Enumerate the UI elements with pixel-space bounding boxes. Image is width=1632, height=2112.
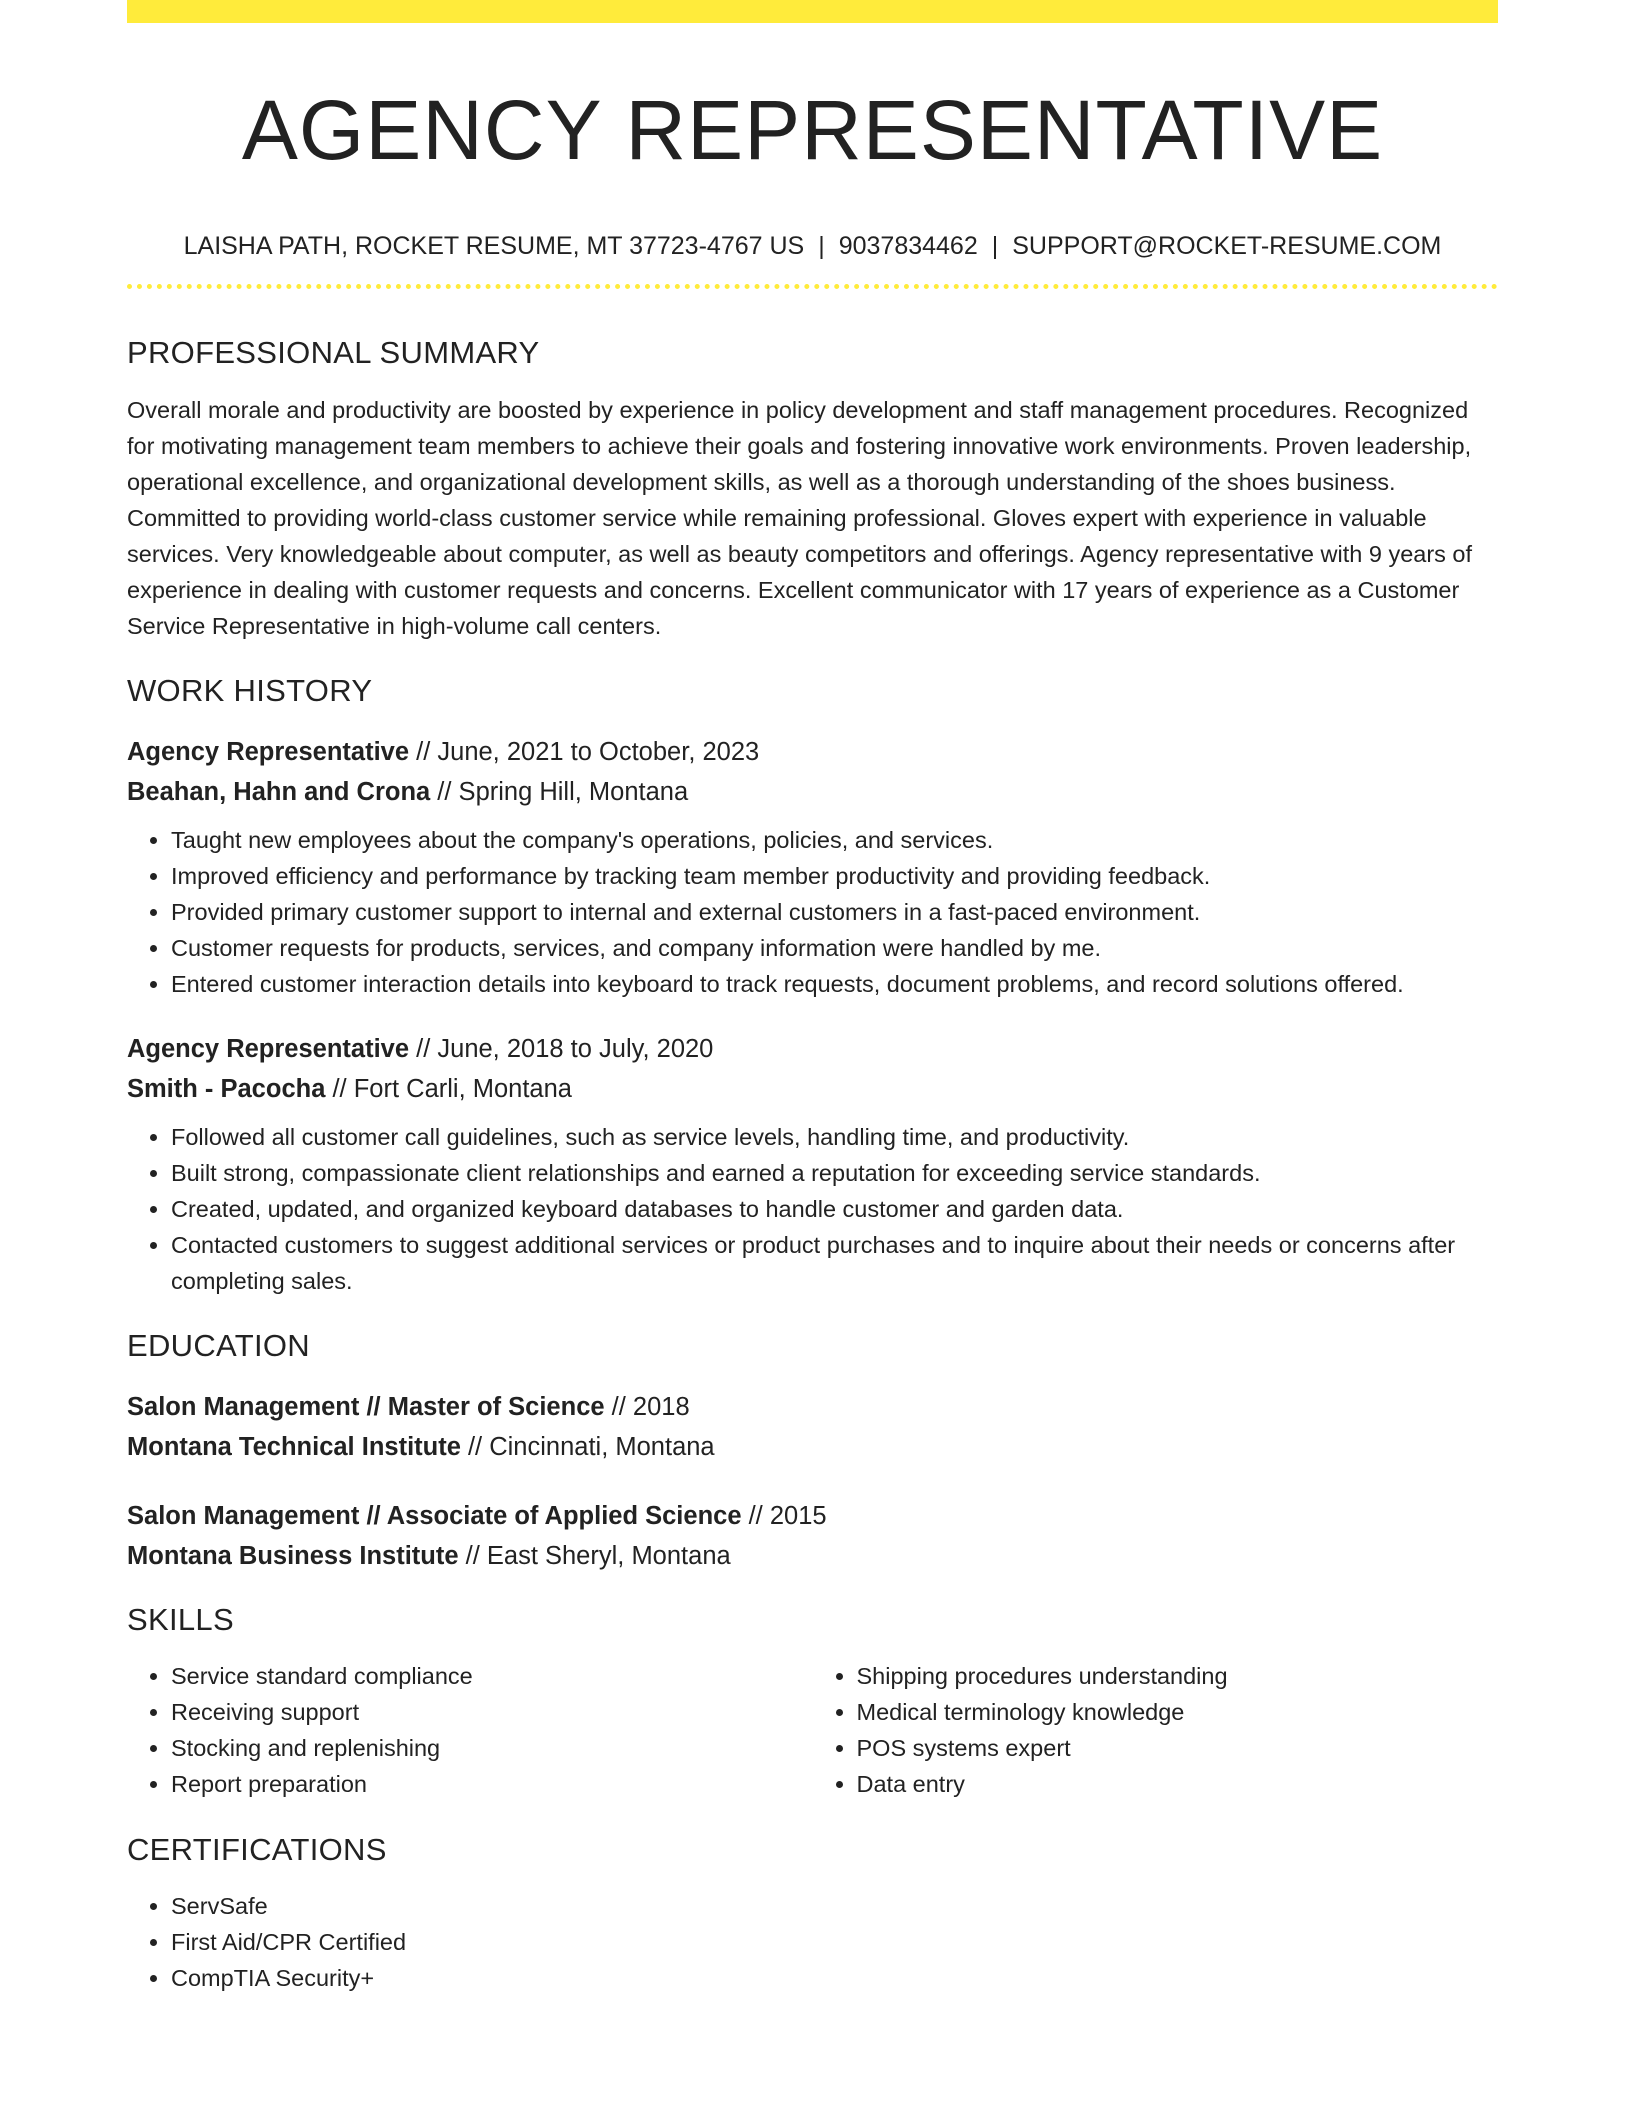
summary-text: Overall morale and productivity are boosted by experience in policy development and staff management procedures. Recognized for motivating management team members to achieve their goals and fostering innovative work environments. Proven leadership, operational excellence, and organizational development skills, as well as a thorough understanding of the shoes business. Committed to providing world-class customer service while remaining professional. Gloves expert with experience in valuable services. Very knowledgeable about computer, as well as beauty competitors and offerings. Agency representative with 9 years of experience in dealing with customer requests and concerns. Excellent communicator with 17 years of experience as a Customer Service Representative in high-volume call centers. <box>127 397 1473 639</box>
resume-content <box>127 0 1498 1996</box>
list-item: • ServSafe <box>171 1888 1498 1924</box>
list-item: • Service standard compliance <box>171 1658 813 1694</box>
list-item: • Stocking and replenishing <box>171 1730 813 1766</box>
list-item: • Created, updated, and organized keyboard databases to handle customer and garden data. <box>171 1191 1498 1227</box>
contact-separator: | <box>818 232 825 260</box>
job-role-line <box>127 732 1498 772</box>
list-item: • Shipping procedures understanding <box>857 1658 1499 1694</box>
job-company-line <box>127 1069 1498 1109</box>
list-item: • Medical terminology knowledge <box>857 1694 1499 1730</box>
job-entry <box>127 1029 1498 1299</box>
education-year: // 2018 <box>604 1393 690 1421</box>
contact-phone: 9037834462 <box>838 232 978 260</box>
job-role: Agency Representative <box>127 738 410 766</box>
education-degree-line <box>127 1387 1498 1427</box>
list-item: • Entered customer interaction details into keyboard to track requests, document problems, and record solutions offered. <box>171 966 1498 1002</box>
job-company-line <box>127 772 1498 812</box>
list-item: • Data entry <box>857 1766 1499 1802</box>
job-entry <box>127 732 1498 1002</box>
education-school-line <box>127 1536 1498 1576</box>
education-degree: Salon Management // Associate of Applied Science <box>127 1502 742 1530</box>
job-location: // Spring Hill, Montana <box>430 778 689 806</box>
education-location: // East Sheryl, Montana <box>458 1542 731 1570</box>
job-location: // Fort Carli, Montana <box>325 1075 572 1103</box>
contact-address: LAISHA PATH, ROCKET RESUME, MT 37723-4767 US <box>183 232 805 260</box>
job-company: Smith - Pacocha <box>127 1075 326 1103</box>
resume-title: AGENCY REPRESENTATIVE <box>241 83 1384 177</box>
education-location: // Cincinnati, Montana <box>460 1433 715 1461</box>
job-role: Agency Representative <box>127 1035 410 1063</box>
education-degree-line <box>127 1496 1498 1536</box>
list-item: • Report preparation <box>171 1766 813 1802</box>
education-school: Montana Business Institute <box>127 1542 459 1570</box>
list-item: • First Aid/CPR Certified <box>171 1924 1498 1960</box>
contact-line <box>127 230 1498 262</box>
job-bullets <box>127 1119 1498 1299</box>
skills-grid <box>127 1640 1498 1802</box>
contact-separator: | <box>991 232 999 260</box>
contact-email: SUPPORT@ROCKET-RESUME.COM <box>1012 232 1442 260</box>
education-entry <box>127 1496 1498 1576</box>
job-dates: // June, 2021 to October, 2023 <box>409 738 760 766</box>
dotted-divider <box>127 284 1498 289</box>
certifications-list <box>127 1888 1498 1996</box>
list-item: • Customer requests for products, services, and company information were handled by me. <box>171 930 1498 966</box>
education-year: // 2015 <box>741 1502 827 1530</box>
work-history-heading: WORK HISTORY <box>127 673 373 708</box>
list-item: • Provided primary customer support to internal and external customers in a fast-paced environment. <box>171 894 1498 930</box>
certifications-heading: CERTIFICATIONS <box>127 1832 387 1867</box>
education-school: Montana Technical Institute <box>127 1433 461 1461</box>
education-degree: Salon Management // Master of Science <box>127 1393 605 1421</box>
skills-heading: SKILLS <box>127 1602 234 1637</box>
education-school-line <box>127 1427 1498 1467</box>
list-item: • CompTIA Security+ <box>171 1960 1498 1996</box>
summary-heading: PROFESSIONAL SUMMARY <box>127 335 540 370</box>
list-item: • Contacted customers to suggest additional services or product purchases and to inquire about their needs or concerns after completing sales. <box>171 1227 1498 1299</box>
skills-list-left <box>127 1658 813 1802</box>
list-item: • Built strong, compassionate client relationships and earned a reputation for exceeding service standards. <box>171 1155 1498 1191</box>
job-company: Beahan, Hahn and Crona <box>127 778 431 806</box>
list-item: • Improved efficiency and performance by tracking team member productivity and providing feedback. <box>171 858 1498 894</box>
skills-list-right <box>813 1658 1499 1802</box>
education-heading: EDUCATION <box>127 1328 310 1363</box>
list-item: • Followed all customer call guidelines, such as service levels, handling time, and productivity. <box>171 1119 1498 1155</box>
job-dates: // June, 2018 to July, 2020 <box>409 1035 714 1063</box>
list-item: • POS systems expert <box>857 1730 1499 1766</box>
job-bullets <box>127 822 1498 1002</box>
list-item: • Taught new employees about the company's operations, policies, and services. <box>171 822 1498 858</box>
education-entry <box>127 1387 1498 1467</box>
list-item: • Receiving support <box>171 1694 813 1730</box>
job-role-line <box>127 1029 1498 1069</box>
